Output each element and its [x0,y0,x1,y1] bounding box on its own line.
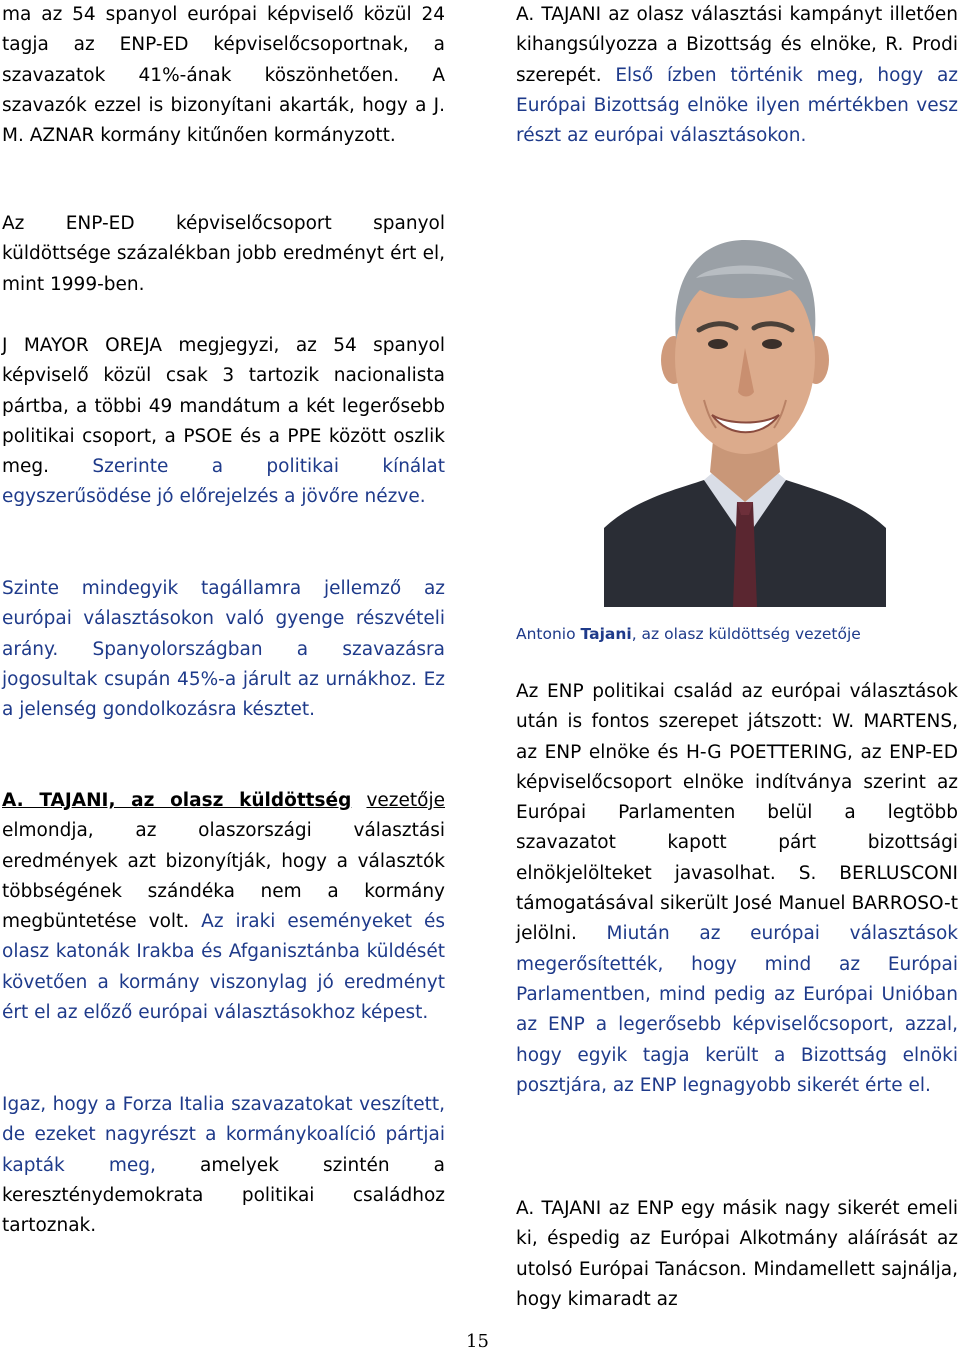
caption-text: Antonio [516,625,581,643]
paragraph-prodi-role [516,0,958,151]
text-run-blue: Miután az európai választások megerősítették, hogy mind az Európai Parlamentben, mind pedig az Európai Unióban az ENP a legerősebb képviselőcsoport, azzal, hogy egyik tagja került a Bizottság elnöki posztjára, az ENP legnagyobb sikerét érte el. [516,923,958,1096]
portrait-illustration [604,210,886,607]
text-run-blue: Spanyolországban a szavazásra jogosultak csupán 45%-a járult az urnákhoz. Ez a jelenség gondolkozásra késztet. [2,638,445,721]
text-run: A. TAJANI az olasz választási kampányt illetően kihangsúlyozza a Bizottság és elnöke, R. Prodi szerepét. [516,4,958,86]
paragraph-constitution [516,1194,958,1315]
text-run-blue: Első ízben történik meg, hogy az Európai Bizottság elnöke ilyen mértékben vesz részt az európai választásokon. [516,64,958,147]
text-run: J MAYOR OREJA megjegyzi, az 54 spanyol képviselő közül csak 3 tartozik nacionalista pártba, a többi 49 mandátum a két legerősebb politikai csoport, a PSOE és a PPE között oszlik meg. [2,335,445,478]
portrait-photo [604,210,886,607]
paragraph-tajani-italy [2,786,445,1028]
caption-text: , az olasz küldöttség vezetője [631,625,861,643]
text-run: elmondja, az olaszországi választási eredmények azt bizonyítják, hogy a választók többségének szándéka nem a kormány megbüntetése volt. [2,820,445,933]
paragraph-enp-ed-delegation [2,209,445,300]
text-run: ma az 54 spanyol európai képviselő közül 24 tagja az ENP-ED képviselőcsoportnak, a szavazatok 41%-ának köszönhetően. A szavazók ezzel is bizonyítani akarták, hogy a J. M. AZNAR kormány kitűnően kormányzott. [2,4,445,147]
text-run-bold-underlined: A. TAJANI, az olasz küldöttség [2,790,352,811]
paragraph-enp-role [516,677,958,1101]
text-run: Az ENP-ED képviselőcsoport spanyol küldöttsége százalékban jobb eredményt ért el, mint 1999-ben. [2,213,445,295]
photo-caption [516,623,861,645]
paragraph-turnout [2,574,445,725]
text-run: A. TAJANI az ENP egy másik nagy sikerét emeli ki, éspedig az Európai Alkotmány aláírását az utolsó Európai Tanácson. Mindamellett sajnálja, hogy kimaradt az [516,1198,958,1310]
text-run-blue: Szerinte a politikai kínálat egyszerűsödése jó előrejelzés a jövőre nézve. [2,456,445,508]
text-run: Az ENP politikai család az európai választások után is fontos szerepet játszott: W. MARTENS, az ENP elnöke és H-G POETTERING, az ENP-ED képviselőcsoport elnöke indítványa szerint az Európai Parlamenten belül a legtöbb szavazatot kapott párt bizottsági elnökjelölteket javasolhat. S. BERLUSCONI támogatásával sikerült José Manuel BARROSO-t jelölni. [516,681,958,945]
text-run-blue: Szinte mindegyik tagállamra jellemző az európai választásokon való gyenge részvételi arány. [2,578,445,660]
paragraph-mayor-oreja [2,331,445,513]
text-run: amelyek szintén a kereszténydemokrata politikai családhoz tartoznak. [2,1154,445,1237]
paragraph-spanish-results [2,0,445,151]
text-run-blue: Az iraki eseményeket és olasz katonák Irakba és Afganisztánba küldését követően a kormány viszonylag jó eredményt ért el az előző európai választásokhoz képest. [2,911,445,1024]
text-run-blue: Igaz, hogy a Forza Italia szavazatokat veszített, de ezeket nagyrészt a kormánykoalíció pártjai kapták meg, [2,1094,445,1176]
caption-name: Tajani [580,625,632,643]
text-run-underlined: vezetője [366,790,445,811]
page-number: 15 [466,1331,489,1352]
paragraph-forza-italia [2,1090,445,1241]
